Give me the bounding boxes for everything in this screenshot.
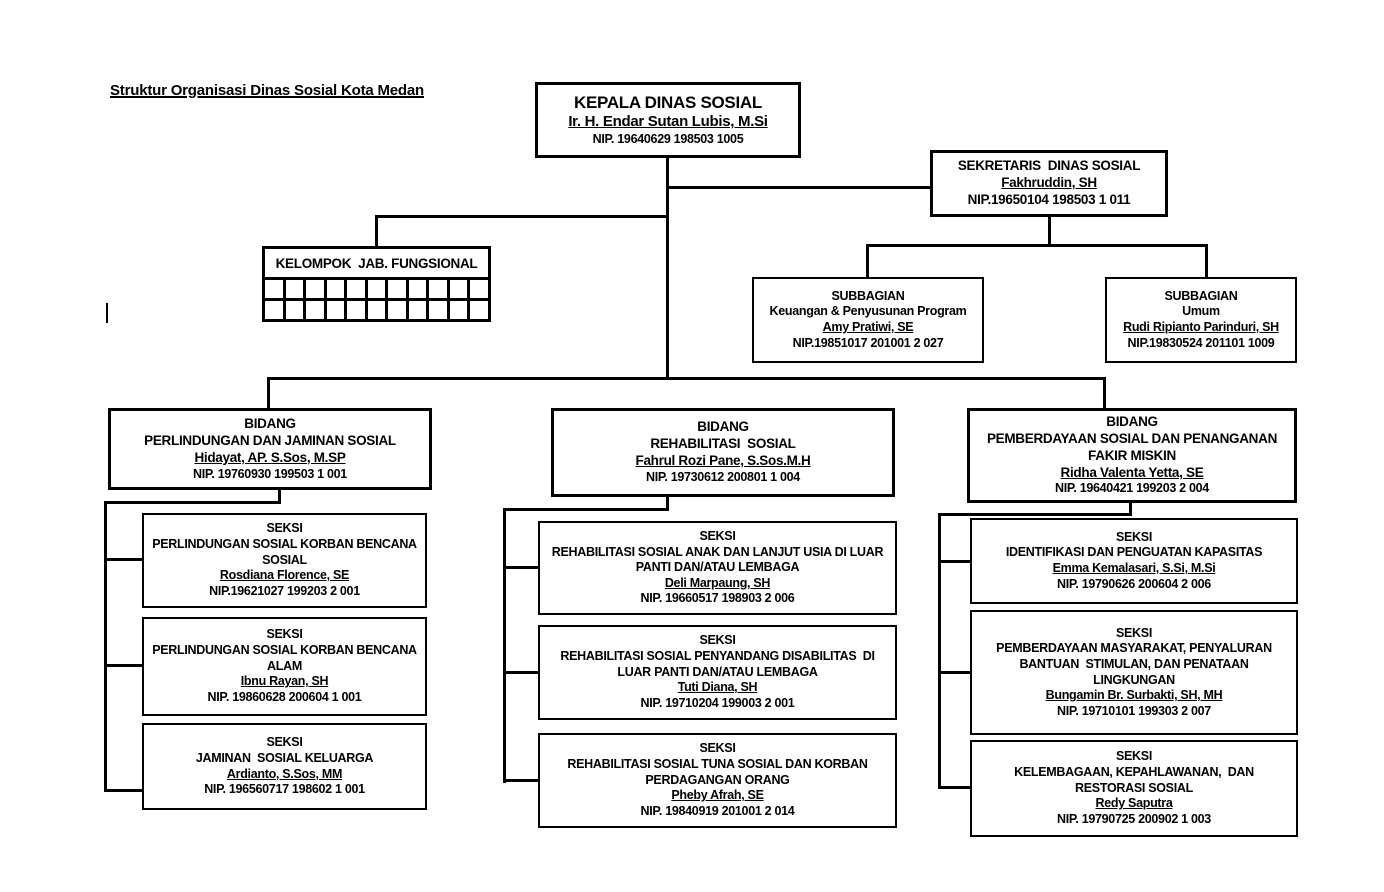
connector-subbagian-umum-v [1205, 244, 1208, 277]
seksi-title: SEKSI [699, 633, 736, 648]
kepala-title: KEPALA DINAS SOSIAL [574, 93, 762, 113]
fungsional-cell [286, 280, 304, 298]
seksi-nip: NIP. 19790725 200902 1 003 [1057, 811, 1211, 826]
fungsional-cell [388, 301, 406, 319]
seksi-title: SEKSI [266, 521, 303, 536]
subbagian-keuangan-name: Amy Pratiwi, SE [822, 320, 914, 334]
bidang-perlindungan-name: Hidayat, AP. S.Sos, M.SP [194, 449, 346, 465]
bidang-rehabilitasi-nip: NIP. 19730612 200801 1 004 [646, 470, 800, 484]
fungsional-cell [347, 280, 365, 298]
seksi-nip: NIP. 19790626 200604 2 006 [1057, 576, 1211, 591]
seksi-nip: NIP. 19860628 200604 1 001 [207, 689, 362, 704]
connector-bidang-h [267, 377, 1106, 380]
seksi-perlindungan-bencana-alam-box [142, 617, 427, 716]
seksi-name: Deli Marpaung, SH [664, 575, 771, 590]
bidang-perlindungan-title: BIDANG [244, 415, 296, 431]
bidang-pemberdayaan-title: BIDANG [1106, 413, 1158, 429]
fungsional-cell [306, 280, 324, 298]
seksi-nip: NIP. 19660517 198903 2 006 [640, 591, 795, 606]
connector-mid-spine [503, 508, 506, 783]
subbagian-umum-nip: NIP.19830524 201101 1009 [1127, 335, 1275, 350]
seksi-name: Redy Saputra [1095, 796, 1173, 811]
seksi-rehab-anak-lanjut-usia-box [538, 521, 897, 615]
sekretaris-title: SEKRETARIS DINAS SOSIAL [957, 158, 1141, 174]
seksi-name: Bungamin Br. Surbakti, SH, MH [1045, 688, 1223, 703]
connector-kepala-down [666, 157, 669, 379]
kepala-name: Ir. H. Endar Sutan Lubis, M.Si [568, 113, 768, 131]
seksi-subtitle: PEMBERDAYAAN MASYARAKAT, PENYALURAN BANTUAN STIMULAN, DAN PENATAAN LINGKUNGAN [996, 641, 1276, 687]
sekretaris-box [930, 150, 1168, 217]
subbagian-umum-box [1105, 277, 1297, 363]
connector-seksi-1-2 [104, 664, 144, 667]
fungsional-cell [470, 280, 488, 298]
fungsional-cell [347, 301, 365, 319]
bidang-pemberdayaan-name: Ridha Valenta Yetta, SE [1060, 464, 1204, 480]
seksi-subtitle: PERLINDUNGAN SOSIAL KORBAN BENCANA ALAM [152, 643, 420, 673]
seksi-subtitle: KELEMBAGAAN, KEPAHLAWANAN, DAN RESTORASI SOSIAL [1014, 765, 1258, 795]
fungsional-cell [327, 280, 345, 298]
connector-seksi-1-3 [104, 789, 144, 792]
subbagian-keuangan-subtitle: Keuangan & Penyusunan Program [769, 304, 967, 319]
sekretaris-nip: NIP.19650104 198503 1 011 [967, 191, 1131, 207]
fungsional-cell [450, 280, 468, 298]
connector-right-elbow [938, 513, 1132, 516]
seksi-nip: NIP. 19840919 201001 2 014 [640, 803, 795, 818]
connector-kelompok-h [375, 215, 669, 218]
connector-mid-elbow [503, 508, 669, 511]
seksi-subtitle: REHABILITASI SOSIAL ANAK DAN LANJUT USIA DI LUAR PANTI DAN/ATAU LEMBAGA [551, 544, 887, 575]
seksi-title: SEKSI [266, 735, 303, 750]
seksi-title: SEKSI [1115, 529, 1152, 544]
fungsional-cell [368, 301, 386, 319]
connector-seksi-1-1 [104, 558, 144, 561]
seksi-kelembagaan-box [970, 740, 1298, 837]
seksi-title: SEKSI [699, 528, 736, 543]
bidang-pemberdayaan-box [967, 408, 1297, 503]
fungsional-cell [265, 301, 283, 319]
bidang-perlindungan-subtitle: PERLINDUNGAN DAN JAMINAN SOSIAL [144, 432, 396, 448]
seksi-identifikasi-box [970, 518, 1298, 604]
connector-seksi-2-3 [503, 779, 540, 782]
connector-seksi-3-3 [938, 786, 972, 789]
seksi-nip: NIP.19621027 199203 2 001 [209, 583, 360, 598]
subbagian-umum-subtitle: Umum [1182, 304, 1220, 319]
page-title: Struktur Organisasi Dinas Sosial Kota Medan [110, 82, 424, 99]
seksi-pemberdayaan-masyarakat-box [970, 610, 1298, 735]
bidang-rehabilitasi-title: BIDANG [697, 419, 749, 435]
bidang-rehabilitasi-subtitle: REHABILITASI SOSIAL [650, 436, 796, 452]
subbagian-keuangan-title: SUBBAGIAN [831, 288, 905, 303]
seksi-subtitle: IDENTIFIKASI DAN PENGUATAN KAPASITAS [1005, 545, 1263, 560]
kelompok-fungsional-title: KELOMPOK JAB. FUNGSIONAL [265, 249, 488, 280]
seksi-title: SEKSI [266, 627, 303, 642]
kelompok-fungsional-box [262, 246, 491, 322]
fungsional-cell [450, 301, 468, 319]
seksi-perlindungan-bencana-sosial-box [142, 513, 427, 608]
seksi-subtitle: REHABILITASI SOSIAL PENYANDANG DISABILITAS DI LUAR PANTI DAN/ATAU LEMBAGA [560, 649, 878, 679]
seksi-jaminan-sosial-keluarga-box [142, 723, 427, 810]
connector-bidang3-v [1103, 377, 1106, 408]
connector-subbagian-keuangan-v [866, 244, 869, 277]
fungsional-cell [265, 280, 283, 298]
fungsional-cell [388, 280, 406, 298]
seksi-name: Pheby Afrah, SE [671, 788, 764, 803]
connector-seksi-3-1 [938, 560, 972, 563]
bidang-perlindungan-nip: NIP. 19760930 199503 1 001 [193, 466, 347, 481]
connector-subbagian-h [866, 244, 1208, 247]
seksi-rehab-tuna-sosial-box [538, 733, 897, 828]
connector-bidang1-v [267, 377, 270, 408]
connector-right-spine [938, 513, 941, 789]
subbagian-keuangan-box [752, 277, 984, 363]
subbagian-umum-title: SUBBAGIAN [1164, 288, 1238, 303]
bidang-rehabilitasi-name: Fahrul Rozi Pane, S.Sos.M.H [635, 453, 811, 469]
kepala-box [535, 82, 801, 158]
seksi-nip: NIP. 19710101 199303 2 007 [1057, 703, 1211, 718]
fungsional-cell [286, 301, 304, 319]
seksi-subtitle: JAMINAN SOSIAL KELUARGA [195, 750, 374, 765]
seksi-title: SEKSI [699, 741, 736, 756]
seksi-title: SEKSI [1115, 625, 1152, 640]
seksi-name: Tuti Diana, SH [677, 680, 758, 695]
seksi-rehab-disabilitas-box [538, 625, 897, 720]
connector-sekretaris-down [1048, 216, 1051, 247]
fungsional-cell [409, 301, 427, 319]
seksi-name: Emma Kemalasari, S.Si, M.Si [1052, 561, 1216, 575]
connector-kelompok-v [375, 215, 378, 246]
bidang-rehabilitasi-box [551, 408, 895, 497]
seksi-name: Rosdiana Florence, SE [219, 568, 350, 583]
fungsional-cell [409, 280, 427, 298]
seksi-title: SEKSI [1115, 749, 1152, 764]
connector-kepala-sekretaris [666, 186, 930, 189]
fungsional-cell [306, 301, 324, 319]
connector-seksi-2-2 [503, 671, 540, 674]
seksi-nip: NIP. 196560717 198602 1 001 [204, 782, 365, 797]
connector-left-spine [104, 501, 107, 792]
bidang-perlindungan-box [108, 408, 432, 490]
connector-seksi-3-2 [938, 671, 972, 674]
bidang-pemberdayaan-subtitle: PEMBERDAYAAN SOSIAL DAN PENANGANAN FAKIR MISKIN [986, 430, 1281, 463]
bidang-pemberdayaan-nip: NIP. 19640421 199203 2 004 [1055, 481, 1209, 496]
sekretaris-name: Fakhruddin, SH [1001, 175, 1097, 191]
fungsional-cell [429, 280, 447, 298]
seksi-nip: NIP. 19710204 199003 2 001 [640, 695, 795, 710]
seksi-name: Ibnu Rayan, SH [240, 674, 329, 689]
fungsional-cell [470, 301, 488, 319]
subbagian-umum-name: Rudi Ripianto Parinduri, SH [1123, 320, 1279, 334]
connector-left-elbow [104, 501, 281, 504]
seksi-name: Ardianto, S.Sos, MM [226, 766, 343, 781]
fungsional-cell [368, 280, 386, 298]
kepala-nip: NIP. 19640629 198503 1005 [592, 132, 744, 147]
stray-mark [106, 303, 108, 323]
subbagian-keuangan-nip: NIP.19851017 201001 2 027 [792, 335, 944, 350]
fungsional-cell [429, 301, 447, 319]
seksi-subtitle: PERLINDUNGAN SOSIAL KORBAN BENCANA SOSIAL [152, 537, 420, 567]
connector-seksi-2-1 [503, 566, 540, 569]
fungsional-cell [327, 301, 345, 319]
seksi-subtitle: REHABILITASI SOSIAL TUNA SOSIAL DAN KORBAN PERDAGANGAN ORANG [567, 757, 871, 787]
fungsional-grid [265, 280, 488, 319]
